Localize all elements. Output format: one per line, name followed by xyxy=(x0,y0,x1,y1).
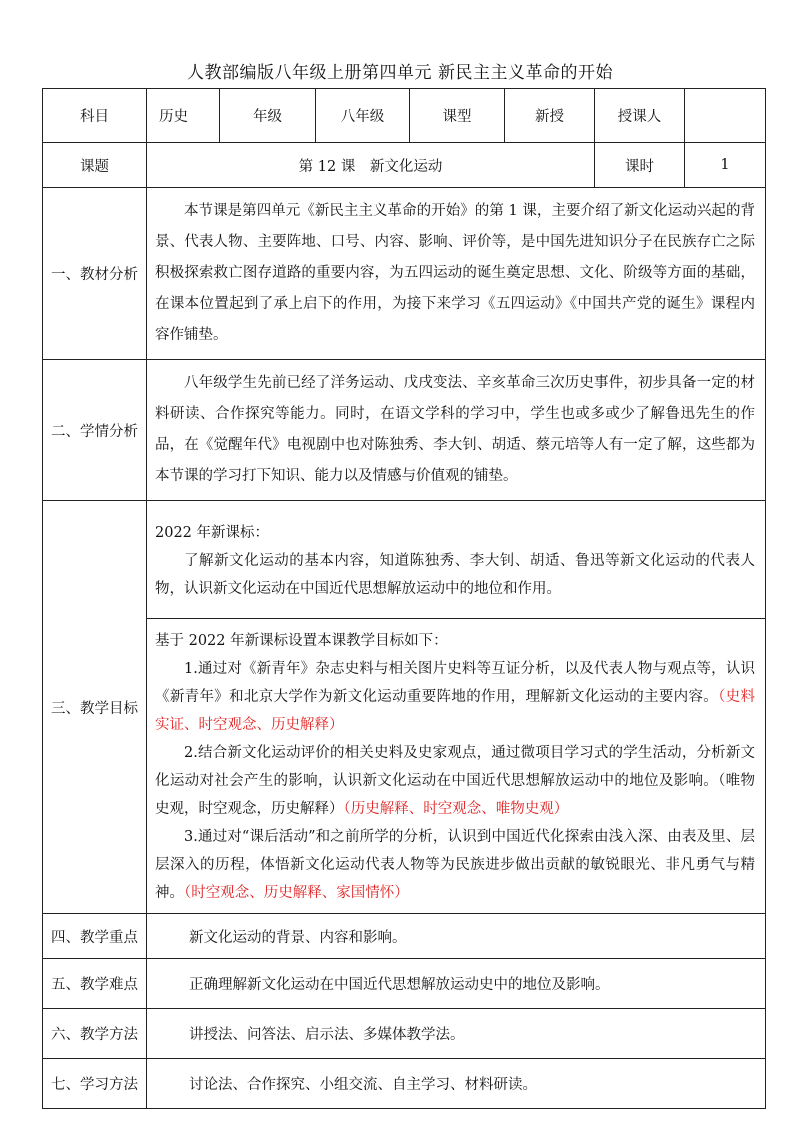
goal-2-text: 2.结合新文化运动评价的相关史料及史家观点，通过微项目学习式的学生活动，分析新文化运动对社会产生的影响，认识新文化运动在中国近代思想解放运动中的地位及影响。（唯物史观，时空观念，历史解释） xyxy=(155,745,755,817)
curriculum-standard-title: 2022 年新课标： xyxy=(155,524,270,541)
student-analysis-label: 二、学情分析 xyxy=(43,360,147,501)
objectives-standard-row xyxy=(43,501,766,619)
goal-1-text: 1.通过对《新青年》杂志史料与相关图片史料等互证分析，以及代表人物与观点等，认识《新青年》和北京大学作为新文化运动重要阵地的作用，理解新文化运动的主要内容。 xyxy=(155,661,755,705)
topic-row xyxy=(43,143,766,188)
type-value: 新授 xyxy=(505,89,595,143)
student-analysis-text: 八年级学生先前已经了洋务运动、戊戌变法、辛亥革命三次历史事件，初步具备一定的材料研读、合作探究等能力。同时，在语文学科的学习中，学生也或多或少了解鲁迅先生的作品，在《觉醒年代》电视剧中也对陈独秀、李大钊、胡适、蔡元培等人有一定了解，这些都为本节课的学习打下知识、能力以及情感与价值观的铺垫。 xyxy=(155,375,755,484)
topic-label: 课题 xyxy=(43,143,147,188)
document-title: 人教部编版八年级上册第四单元 新民主主义革命的开始 xyxy=(187,63,613,83)
textbook-analysis-label: 一、教材分析 xyxy=(43,188,147,360)
objectives-goals-row xyxy=(43,619,766,914)
learning-methods-label: 七、学习方法 xyxy=(43,1059,147,1109)
type-label: 课型 xyxy=(410,89,505,143)
difficulties-text: 正确理解新文化运动在中国近代思想解放运动史中的地位及影响。 xyxy=(147,959,766,1009)
teaching-methods-row xyxy=(43,1009,766,1059)
goals-intro: 基于 2022 年新课标设置本课教学目标如下： xyxy=(155,633,448,649)
grade-label: 年级 xyxy=(220,89,316,143)
difficulties-row xyxy=(43,959,766,1009)
hours-value: 1 xyxy=(685,143,766,188)
hours-label: 课时 xyxy=(595,143,685,188)
header-row xyxy=(43,89,766,143)
lesson-plan-table xyxy=(42,88,766,1109)
goal-1 xyxy=(155,655,755,739)
goal-2-competency-tag: （历史解释、时空观念、唯物史观） xyxy=(343,801,569,817)
teacher-label: 授课人 xyxy=(595,89,685,143)
goal-3-text: 3.通过对“课后活动”和之前所学的分析，认识到中国近代化探索由浅入深、由表及里、层层深入的历程，体悟新文化运动代表人物等为民族进步做出贡献的敏锐眼光、非凡勇气与精神。 xyxy=(155,829,755,901)
student-analysis-cell xyxy=(147,360,766,501)
textbook-analysis-text: 本节课是第四单元《新民主主义革命的开始》的第 1 课，主要介绍了新文化运动兴起的背景、代表人物、主要阵地、口号、内容、影响、评价等，是中国先进知识分子在民族存亡之际积极探索救亡图存道路的重要内容，为五四运动的诞生奠定思想、文化、阶级等方面的基础，在课本位置起到了承上启下的作用，为接下来学习《五四运动》《中国共产党的诞生》课程内容作铺垫。 xyxy=(155,203,755,343)
learning-methods-text: 讨论法、合作探究、小组交流、自主学习、材料研读。 xyxy=(147,1059,766,1109)
curriculum-standard-text: 了解新文化运动的基本内容，知道陈独秀、李大钊、胡适、鲁迅等新文化运动的代表人物，认识新文化运动在中国近代思想解放运动中的地位和作用。 xyxy=(155,552,755,597)
teaching-methods-text: 讲授法、问答法、启示法、多媒体教学法。 xyxy=(147,1009,766,1059)
teaching-methods-label: 六、教学方法 xyxy=(43,1009,147,1059)
teaching-goals-cell xyxy=(147,619,766,914)
grade-value: 八年级 xyxy=(316,89,410,143)
goal-3 xyxy=(155,823,755,907)
subject-value: 历史 xyxy=(147,89,220,143)
subject-label: 科目 xyxy=(43,89,147,143)
textbook-analysis-cell xyxy=(147,188,766,360)
goal-1-competency-tag: （史料实证、时空观念、历史解释） xyxy=(155,689,755,733)
curriculum-standard-cell xyxy=(147,501,766,619)
difficulties-label: 五、教学难点 xyxy=(43,959,147,1009)
textbook-analysis-row xyxy=(43,188,766,360)
key-points-row xyxy=(43,914,766,959)
key-points-text: 新文化运动的背景、内容和影响。 xyxy=(147,914,766,959)
objectives-label: 三、教学目标 xyxy=(43,501,147,914)
learning-methods-row xyxy=(43,1059,766,1109)
student-analysis-row xyxy=(43,360,766,501)
goal-3-competency-tag: （时空观念、历史解释、家国情怀） xyxy=(184,885,409,901)
topic-value: 第 12 课 新文化运动 xyxy=(147,143,595,188)
teacher-value xyxy=(685,89,766,143)
goal-2 xyxy=(155,739,755,823)
key-points-label: 四、教学重点 xyxy=(43,914,147,959)
